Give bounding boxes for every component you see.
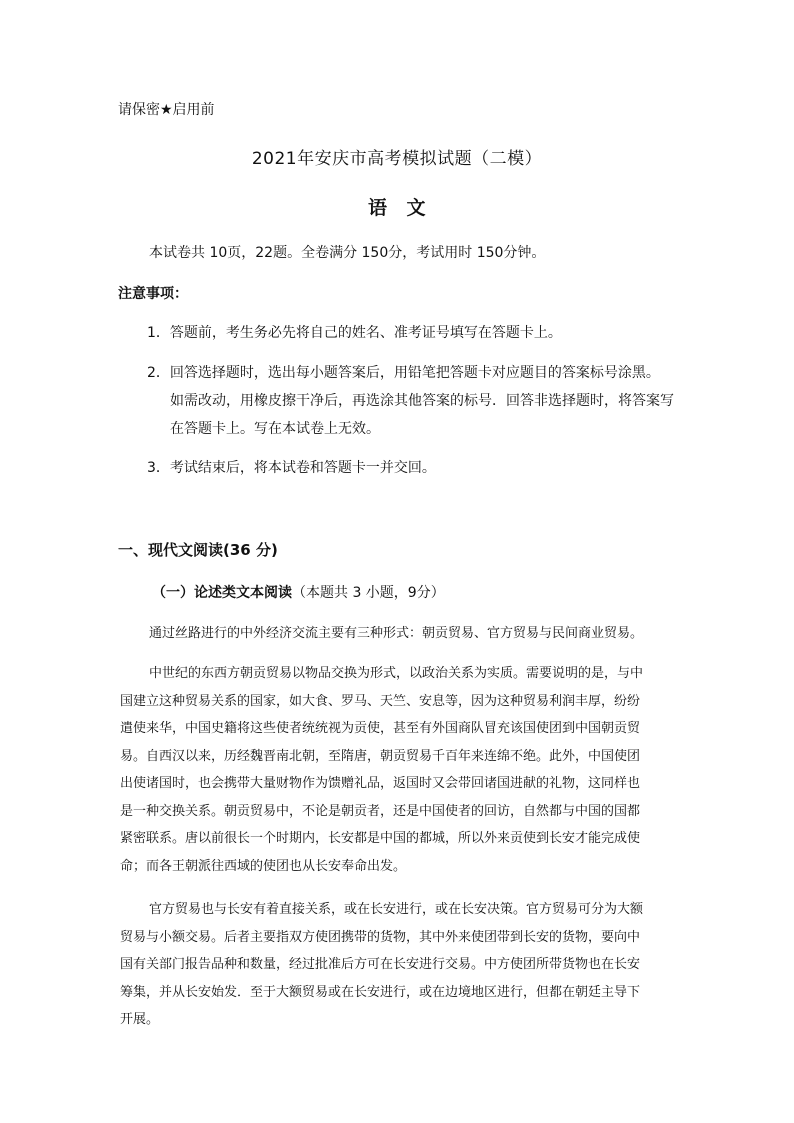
- passage-line: 易。自西汉以来，历经魏晋南北朝，至隋唐，朝贡贸易千百年来连绵不绝。此外，中国使团: [120, 748, 641, 764]
- passage-line: 紧密联系。唐以前很长一个时期内，长安都是中国的都城，所以外来贡使到长安才能完成使: [120, 831, 641, 846]
- passage-line: 国建立这种贸易关系的国家，如大食、罗马、天竺、安息等，因为这种贸易利润丰厚，纷纷: [120, 693, 641, 709]
- passage-line: 是一种交换关系。朝贡贸易中，不论是朝贡者，还是中国使者的回访，自然都与中国的国都: [120, 803, 641, 819]
- notes-heading: 注意事项：: [118, 286, 188, 302]
- passage-line: 开展。: [120, 1012, 160, 1027]
- passage-line: 中世纪的东西方朝贡贸易以物品交换为形式，以政治关系为实质。需要说明的是，与中: [149, 666, 644, 681]
- passage-line: 官方贸易也与长安有着直接关系，或在长安进行，或在长安决策。官方贸易可分为大额: [149, 902, 644, 917]
- note-item-2-line-1: 2．回答选择题时，选出每小题答案后，用铅笔把答题卡对应题目的答案标号涂黑。: [147, 365, 660, 381]
- passage-paragraph-0: 通过丝路进行的中外经济交流主要有三种形式：朝贡贸易、官方贸易与民间商业贸易。: [149, 626, 644, 641]
- passage-line: 贸易与小额交易。后者主要指双方使团携带的货物，其中外来使团带到长安的货物，要向中: [120, 929, 641, 945]
- exam-title: 2021年安庆市高考模拟试题（二模）: [251, 149, 543, 169]
- passage-line: 筹集，并从长安始发．至于大额贸易或在长安进行，或在边境地区进行，但都在朝廷主导下: [120, 984, 641, 1000]
- subsection-heading-rest: （本题共 3 小题，9分）: [292, 585, 445, 601]
- exam-intro: 本试卷共 10页，22题。全卷满分 150分，考试用时 150分钟。: [149, 245, 546, 261]
- subsection-heading: [152, 582, 445, 602]
- passage-line: 国有关部门报告品种和数量，经过批准后方可在长安进行交易。中方使团所带货物也在长安: [120, 957, 641, 972]
- passage-line: 命；而各王朝派往西域的使团也从长安奉命出发。: [120, 858, 407, 874]
- subsection-heading-bold: （一）论述类文本阅读: [152, 585, 292, 601]
- note-item-3: 3．考试结束后，将本试卷和答题卡一并交回。: [147, 460, 436, 476]
- section-heading: 一、现代文阅读(36 分): [118, 541, 278, 559]
- note-item-1: 1．答题前，考生务必先将自己的姓名、准考证号填写在答题卡上。: [147, 325, 562, 341]
- passage-line: 出使诸国时，也会携带大量财物作为馈赠礼品，返国时又会带回诸国进献的礼物，这同样也: [120, 776, 641, 791]
- note-item-2-line-3: 在答题卡上。写在本试卷上无效。: [170, 421, 380, 437]
- subject-title: 语 文: [367, 197, 427, 219]
- passage-line: 遣使来华，中国史籍将这些使者统统视为贡使，甚至有外国商队冒充该国使团到中国朝贡贸: [120, 721, 641, 736]
- note-item-2-line-2: 如需改动，用橡皮擦干净后，再选涂其他答案的标号．回答非选择题时，将答案写: [170, 393, 674, 409]
- confidential-label: 请保密★启用前: [118, 102, 215, 118]
